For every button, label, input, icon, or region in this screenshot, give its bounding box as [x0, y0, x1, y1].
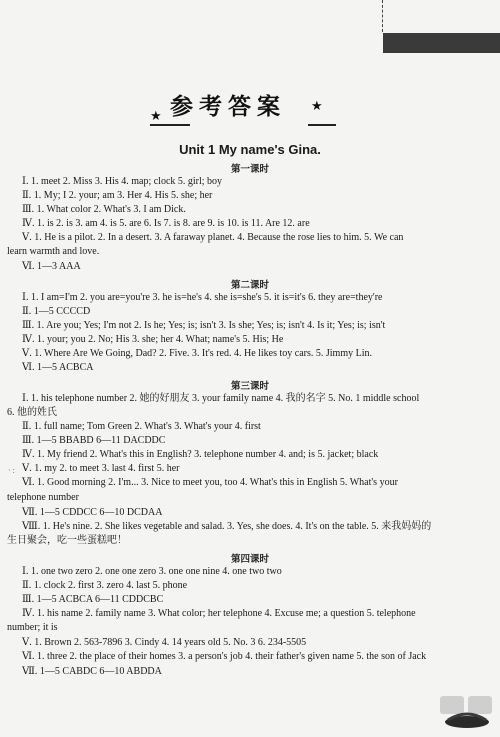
- section-heading-3: 第三课时: [230, 381, 269, 392]
- answer-line: Ⅱ. 1. My; I 2. your; am 3. Her 4. His 5. she; her: [22, 190, 213, 201]
- answer-line: Ⅲ. 1. What color 2. What's 3. I am Dick.: [22, 204, 186, 215]
- banner-rule-right: [308, 124, 336, 126]
- answer-line: Ⅶ. 1—5 CDDCC 6—10 DCDAA: [22, 507, 163, 518]
- answer-line: Ⅰ. 1. meet 2. Miss 3. His 4. map; clock 5. girl; boy: [22, 176, 223, 187]
- banner-rule-left: [150, 124, 190, 126]
- answer-line: Ⅱ. 1. clock 2. first 3. zero 4. last 5. phone: [22, 580, 188, 591]
- answer-line-continued: telephone number: [7, 492, 79, 503]
- answer-line: Ⅰ. 1. his telephone number 2. 她的好朋友 3. your family name 4. 我的名字 5. No. 1 middle school: [22, 393, 420, 404]
- answer-line: Ⅰ. 1. I am=I'm 2. you are=you're 3. he is=he's 4. she is=she's 5. it is=it's 6. they are=they're: [22, 292, 383, 303]
- answer-line: Ⅵ. 1—5 ACBCA: [22, 362, 94, 373]
- answer-line: Ⅳ. 1. My friend 2. What's this in English? 3. telephone number 4. and; is 5. jacket; black: [22, 449, 379, 460]
- answer-line-continued: 生日聚会，吃一些蛋糕吧！: [7, 535, 127, 546]
- page-title: 参考答案: [170, 94, 286, 120]
- answer-line: Ⅲ. 1—5 ACBCA 6—11 CDDCBC: [22, 594, 164, 605]
- answer-line: Ⅳ. 1. is 2. is 3. am 4. is 5. are 6. Is 7. is 8. are 9. is 10. is 11. Are 12. are: [22, 218, 310, 229]
- answer-line-continued: 6. 他的姓氏: [7, 407, 57, 418]
- answer-line: Ⅴ. 1. Where Are We Going, Dad? 2. Five. 3. It's red. 4. He likes toy cars. 5. Jimmy Lin.: [22, 348, 373, 359]
- answer-line: Ⅰ. 1. one two zero 2. one one zero 3. one one nine 4. one two two: [22, 566, 282, 577]
- answer-line: Ⅳ. 1. your; you 2. No; His 3. she; her 4. What; name's 5. His; He: [22, 334, 284, 345]
- answer-line: Ⅴ. 1. He is a pilot. 2. In a desert. 3. A faraway planet. 4. Because the rose lies to him. 5. We can: [22, 232, 404, 243]
- answer-line: Ⅵ. 1. Good morning 2. I'm... 3. Nice to meet you, too 4. What's this in English 5. What's your: [22, 477, 398, 488]
- binding-dash-line: [382, 0, 383, 32]
- unit-title: Unit 1 My name's Gina.: [179, 142, 321, 157]
- answer-line: Ⅲ. 1—5 BBABD 6—11 DACDDC: [22, 435, 166, 446]
- star-icon: ★: [150, 108, 162, 123]
- answer-line: Ⅲ. 1. Are you; Yes; I'm not 2. Is he; Yes; is; isn't 3. Is she; Yes; is; isn't 4. Is it; Yes; is; isn't: [22, 320, 386, 331]
- answer-banner: [0, 84, 500, 128]
- answer-line-continued: number; it is: [7, 622, 58, 633]
- answer-line: Ⅵ. 1. three 2. the place of their homes 3. a person's job 4. their father's given name 5. the son of Jack: [22, 651, 427, 662]
- answer-line: Ⅳ. 1. his name 2. family name 3. What color; her telephone 4. Excuse me; a question 5. telephone: [22, 608, 416, 619]
- answer-line: Ⅵ. 1—3 AAA: [22, 261, 81, 272]
- star-icon: ★: [311, 98, 323, 113]
- answer-line: Ⅴ. 1. my 2. to meet 3. last 4. first 5. her: [22, 463, 180, 474]
- section-heading-4: 第四课时: [230, 554, 269, 565]
- answer-line-continued: learn warmth and love.: [7, 246, 100, 257]
- section-heading-2: 第二课时: [230, 280, 269, 291]
- margin-mark: · :: [8, 466, 15, 475]
- section-heading-1: 第一课时: [230, 164, 269, 175]
- answer-line: Ⅱ. 1—5 CCCCD: [22, 306, 91, 317]
- header-tab: [383, 33, 500, 53]
- answer-line: Ⅷ. 1. He's nine. 2. She likes vegetable and salad. 3. Yes, she does. 4. It's on the table. 5. 来我妈妈的: [22, 521, 432, 532]
- answer-line: Ⅶ. 1—5 CABDC 6—10 ABDDA: [22, 666, 162, 677]
- answer-line: Ⅴ. 1. Brown 2. 563-7896 3. Cindy 4. 14 years old 5. No. 3 6. 234-5505: [22, 637, 307, 648]
- answer-line: Ⅱ. 1. full name; Tom Green 2. What's 3. What's your 4. first: [22, 421, 261, 432]
- watermark-logo-icon: [438, 690, 496, 730]
